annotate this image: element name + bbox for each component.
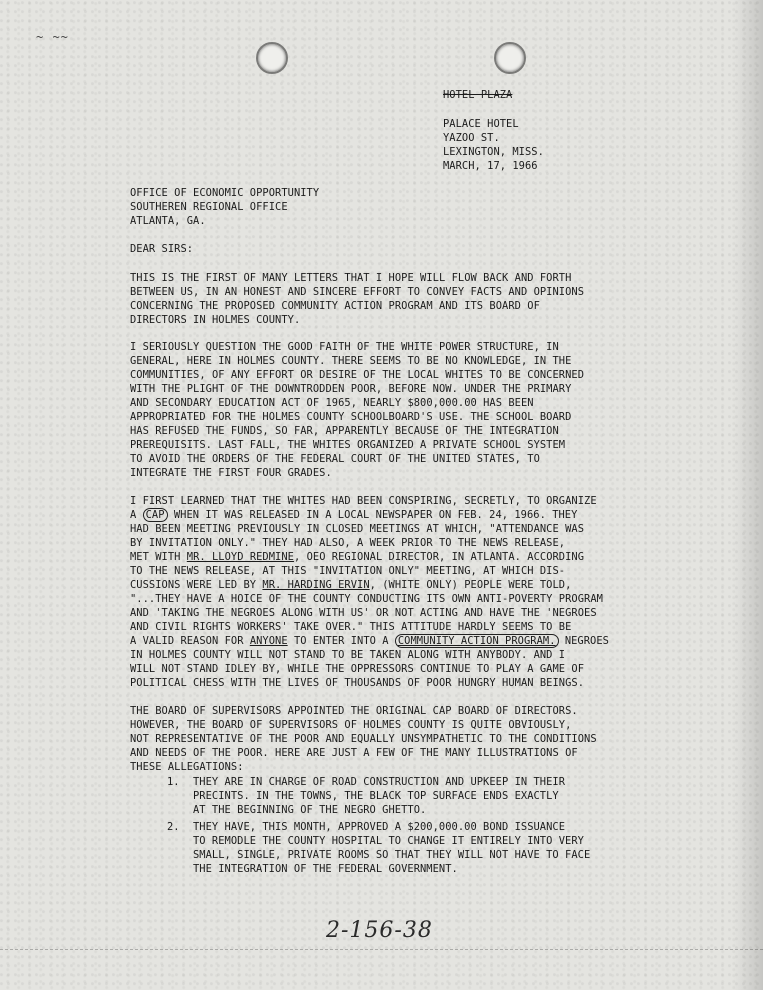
recipient-line: SOUTHEREN REGIONAL OFFICE [130, 201, 288, 213]
p3-line [130, 508, 577, 522]
handwritten-file-number: 2-156-38 [326, 918, 433, 943]
list-item-line: THEY ARE IN CHARGE OF ROAD CONSTRUCTION AND UPKEEP IN THEIR [193, 776, 566, 788]
p3-line: AND CIVIL RIGHTS WORKERS' TAKE OVER." THIS ATTITUDE HARDLY SEEMS TO BE [130, 621, 572, 633]
list-number: 1. [167, 776, 180, 788]
p1-line: THIS IS THE FIRST OF MANY LETTERS THAT I HOPE WILL FLOW BACK AND FORTH [130, 272, 572, 284]
p3-text: A VALID REASON FOR [130, 635, 250, 647]
p3-line [130, 578, 571, 592]
list-item-line: THE INTEGRATION OF THE FEDERAL GOVERNMENT. [193, 863, 458, 875]
p4-line: THE BOARD OF SUPERVISORS APPOINTED THE ORIGINAL CAP BOARD OF DIRECTORS. [130, 705, 578, 717]
p4-line: NOT REPRESENTATIVE OF THE POOR AND EQUALLY UNSYMPATHETIC TO THE CONDITIONS [130, 733, 597, 745]
p2-line: GENERAL, HERE IN HOLMES COUNTY. THERE SEEMS TO BE NO KNOWLEDGE, IN THE [130, 355, 572, 367]
p3-line: TO THE NEWS RELEASE, AT THIS "INVITATION ONLY" MEETING, AT WHICH DIS- [130, 565, 566, 577]
punch-hole-left [256, 42, 288, 74]
letterhead-line: LEXINGTON, MISS. [443, 146, 544, 158]
p2-line: APPROPRIATED FOR THE HOLMES COUNTY SCHOOLBOARD'S USE. THE SCHOOL BOARD [130, 411, 572, 423]
underlined-name: MR. LLOYD REDMINE [186, 551, 294, 563]
p4-line: AND NEEDS OF THE POOR. HERE ARE JUST A FEW OF THE MANY ILLUSTRATIONS OF [130, 747, 578, 759]
corner-smudge: ~ ~~ [36, 30, 69, 44]
p3-line: WILL NOT STAND IDLEY BY, WHILE THE OPPRESSORS CONTINUE TO PLAY A GAME OF [130, 663, 585, 675]
p2-line: INTEGRATE THE FIRST FOUR GRADES. [130, 467, 332, 479]
letterhead-struck: HOTEL PLAZA [443, 89, 513, 101]
recipient-line: ATLANTA, GA. [130, 215, 206, 227]
p3-text: , OEO REGIONAL DIRECTOR, IN ATLANTA. ACCORDING [293, 551, 585, 563]
salutation: DEAR SIRS: [130, 243, 194, 255]
p3-line: BY INVITATION ONLY." THEY HAD ALSO, A WEEK PRIOR TO THE NEWS RELEASE, [130, 537, 566, 549]
p2-line: TO AVOID THE ORDERS OF THE FEDERAL COURT OF THE UNITED STATES, TO [130, 453, 540, 465]
p2-line: I SERIOUSLY QUESTION THE GOOD FAITH OF THE WHITE POWER STRUCTURE, IN [130, 341, 559, 353]
letter-date: MARCH, 17, 1966 [443, 160, 538, 172]
p4-line: HOWEVER, THE BOARD OF SUPERVISORS OF HOLMES COUNTY IS QUITE OBVIOUSLY, [130, 719, 572, 731]
p3-text: A [130, 509, 143, 521]
bottom-scan-edge [0, 949, 763, 990]
p2-line: WITH THE PLIGHT OF THE DOWNTRODDEN POOR, BEFORE NOW. UNDER THE PRIMARY [130, 383, 572, 395]
page-edge-shadow [733, 0, 763, 990]
p1-line: CONCERNING THE PROPOSED COMMUNITY ACTION PROGRAM AND ITS BOARD OF [130, 300, 540, 312]
p4-line: THESE ALLEGATIONS: [130, 761, 244, 773]
p3-line: "...THEY HAVE A HOICE OF THE COUNTY CONDUCTING ITS OWN ANTI-POVERTY PROGRAM [130, 593, 603, 605]
p3-text: WHEN IT WAS RELEASED IN A LOCAL NEWSPAPER ON FEB. 24, 1966. THEY [167, 509, 578, 521]
p2-line: PREREQUISITS. LAST FALL, THE WHITES ORGANIZED A PRIVATE SCHOOL SYSTEM [130, 439, 566, 451]
p3-line [130, 550, 584, 564]
p1-line: DIRECTORS IN HOLMES COUNTY. [130, 314, 301, 326]
underlined-word: ANYONE [249, 635, 288, 647]
list-number: 2. [167, 821, 180, 833]
p3-line: POLITICAL CHESS WITH THE LIVES OF THOUSANDS OF POOR HUNGRY HUMAN BEINGS. [130, 677, 585, 689]
p3-line: IN HOLMES COUNTY WILL NOT STAND TO BE TAKEN ALONG WITH ANYBODY. AND I [130, 649, 566, 661]
p3-line: HAD BEEN MEETING PREVIOUSLY IN CLOSED MEETINGS AT WHICH, "ATTENDANCE WAS [130, 523, 585, 535]
p3-line: I FIRST LEARNED THAT THE WHITES HAD BEEN CONSPIRING, SECRETLY, TO ORGANIZE [130, 495, 597, 507]
p2-line: AND SECONDARY EDUCATION ACT OF 1965, NEARLY $800,000.00 HAS BEEN [130, 397, 534, 409]
list-item-line: THEY HAVE, THIS MONTH, APPROVED A $200,000.00 BOND ISSUANCE [193, 821, 566, 833]
underlined-name: MR. HARDING ERVIN [262, 579, 370, 591]
list-item-line: SMALL, SINGLE, PRIVATE ROOMS SO THAT THEY WILL NOT HAVE TO FACE [193, 849, 591, 861]
p3-text: TO ENTER INTO A [287, 635, 395, 647]
p3-text: MET WITH [130, 551, 187, 563]
list-item-line: TO REMODLE THE COUNTY HOSPITAL TO CHANGE IT ENTIRELY INTO VERY [193, 835, 584, 847]
p3-line [130, 634, 609, 648]
p3-text: , (WHITE ONLY) PEOPLE WERE TOLD, [369, 579, 572, 591]
list-item-line: PRECINTS. IN THE TOWNS, THE BLACK TOP SURFACE ENDS EXACTLY [193, 790, 559, 802]
p2-line: COMMUNITIES, OF ANY EFFORT OR DESIRE OF THE LOCAL WHITES TO BE CONCERNED [130, 369, 585, 381]
cap-circled: CAP [143, 508, 168, 522]
cap-phrase-circled: COMMUNITY ACTION PROGRAM. [395, 634, 559, 648]
p2-line: HAS REFUSED THE FUNDS, SO FAR, APPARENTLY BECAUSE OF THE INTEGRATION [130, 425, 559, 437]
letterhead-line: PALACE HOTEL [443, 118, 519, 130]
p1-line: BETWEEN US, IN AN HONEST AND SINCERE EFFORT TO CONVEY FACTS AND OPINIONS [130, 286, 585, 298]
p3-line: AND 'TAKING THE NEGROES ALONG WITH US' OR NOT ACTING AND HAVE THE 'NEGROES [130, 607, 597, 619]
letterhead-line: YAZOO ST. [443, 132, 500, 144]
punch-hole-right [494, 42, 526, 74]
list-item-line: AT THE BEGINNING OF THE NEGRO GHETTO. [193, 804, 427, 816]
p3-text: NEGROES [558, 635, 609, 647]
p3-text: CUSSIONS WERE LED BY [130, 579, 263, 591]
recipient-line: OFFICE OF ECONOMIC OPPORTUNITY [130, 187, 320, 199]
